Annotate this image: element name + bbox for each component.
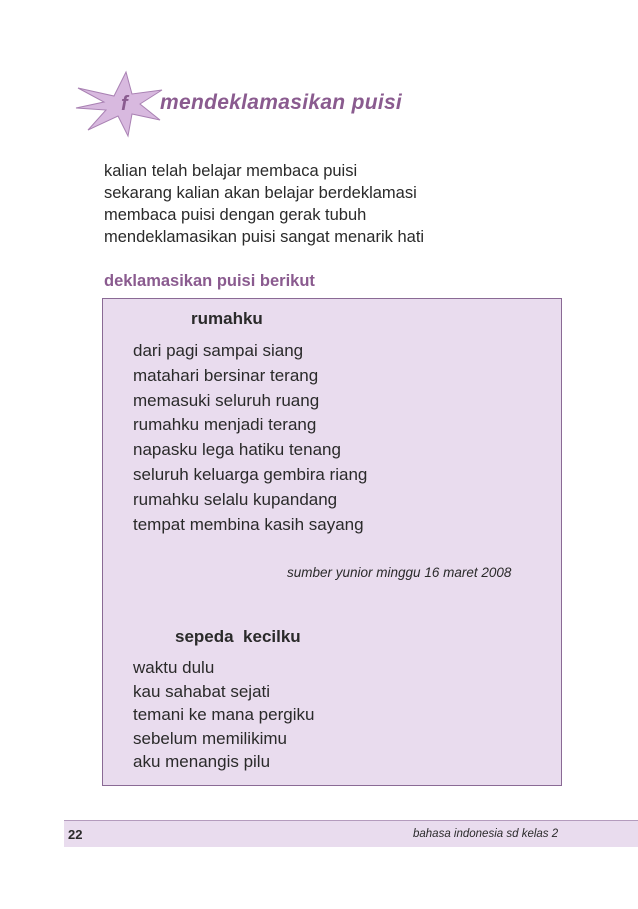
book-title: bahasa indonesia sd kelas 2	[413, 828, 559, 840]
poem-body-sepeda-kecilku	[133, 656, 314, 774]
poem-line: memasuki seluruh ruang	[133, 390, 320, 410]
poem-line: sebelum memilikimu	[133, 728, 287, 748]
poem-line: rumahku menjadi terang	[133, 415, 317, 435]
poem-body-rumahku	[133, 339, 367, 537]
poem-line: tempat membina kasih sayang	[133, 514, 364, 534]
poem-line: aku menangis pilu	[133, 752, 271, 771]
poem-line: seluruh keluarga gembira riang	[133, 464, 368, 484]
poem-line: temani ke mana pergiku	[133, 705, 315, 724]
section-letter: f	[121, 93, 128, 115]
intro-line: membaca puisi dengan gerak tubuh	[104, 206, 367, 224]
intro-line: mendeklamasikan puisi sangat menarik hati	[104, 228, 425, 246]
page-footer	[64, 820, 638, 847]
page-number: 22	[68, 827, 83, 842]
poem-line: waktu dulu	[133, 658, 215, 677]
poem-title-sepeda-kecilku: sepeda kecilku	[175, 627, 301, 646]
poem-line: napasku lega hatiku tenang	[133, 440, 341, 460]
intro-line: sekarang kalian akan belajar berdeklamasi	[104, 184, 417, 202]
poem-line: matahari bersinar terang	[133, 365, 319, 385]
starburst-icon	[74, 70, 164, 140]
poem-title-rumahku: rumahku	[191, 309, 263, 328]
poem-source: sumber yunior minggu 16 maret 2008	[287, 565, 512, 580]
instruction-heading: deklamasikan puisi berikut	[104, 272, 315, 290]
poem-box	[102, 298, 562, 786]
intro-paragraph	[104, 160, 424, 248]
intro-line: kalian telah belajar membaca puisi	[104, 162, 358, 180]
poem-line: kau sahabat sejati	[133, 681, 271, 701]
poem-line: dari pagi sampai siang	[133, 341, 304, 360]
section-title: mendeklamasikan puisi	[160, 91, 403, 114]
poem-line: rumahku selalu kupandang	[133, 489, 338, 509]
